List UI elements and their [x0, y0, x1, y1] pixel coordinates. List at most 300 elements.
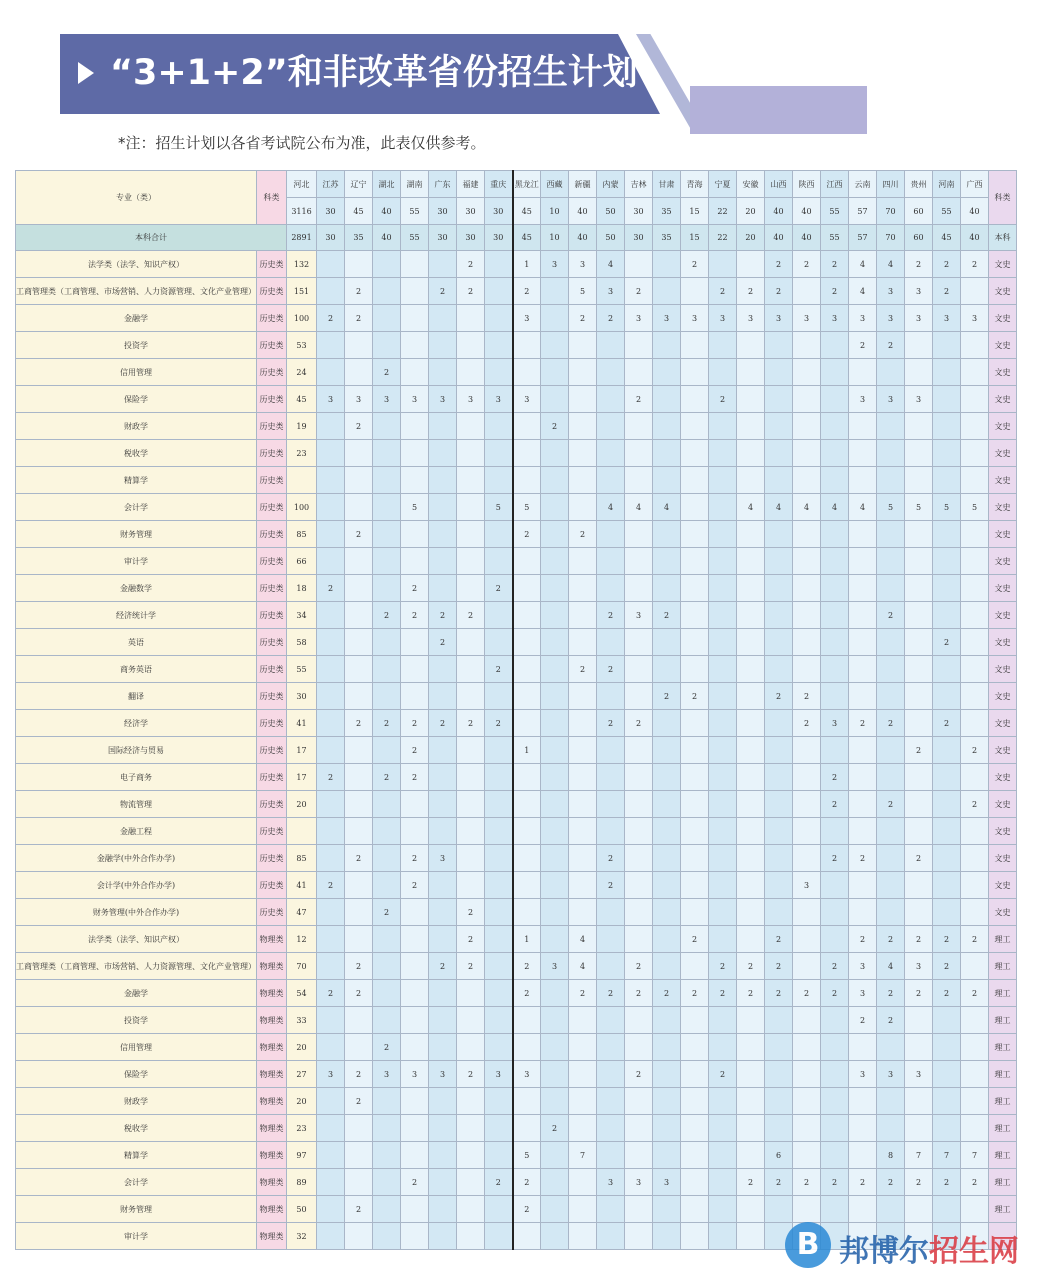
plan-value: [933, 737, 961, 764]
plan-value: [429, 332, 457, 359]
plan-total: 20: [287, 1034, 317, 1061]
plan-value: 3: [821, 710, 849, 737]
plan-value: [821, 467, 849, 494]
plan-value: [485, 764, 513, 791]
plan-value: [653, 656, 681, 683]
plan-value: [569, 332, 597, 359]
major-name: 电子商务: [16, 764, 257, 791]
plan-value: [513, 602, 541, 629]
plan-value: [317, 899, 345, 926]
plan-value: [933, 818, 961, 845]
major-name: 工商管理类（工商管理、市场营销、人力资源管理、文化产业管理）: [16, 278, 257, 305]
footnote: *注：招生计划以各省考试院公布为准，此表仅供参考。: [118, 134, 486, 152]
row-key: 文史: [989, 737, 1017, 764]
plan-value: [485, 629, 513, 656]
subject-category: 历史类: [257, 359, 287, 386]
province-header: 四川: [877, 171, 905, 198]
plan-value: [849, 764, 877, 791]
plan-value: 3: [345, 386, 373, 413]
brand-name: [839, 1226, 1019, 1270]
plan-value: [541, 1034, 569, 1061]
header-row-provinces: [16, 171, 1041, 198]
plan-value: [345, 494, 373, 521]
plan-value: [625, 1115, 653, 1142]
plan-value: 2: [877, 926, 905, 953]
plan-value: [737, 710, 765, 737]
plan-total: [287, 818, 317, 845]
plan-value: [317, 413, 345, 440]
province-quota: 20: [737, 198, 765, 225]
plan-value: [485, 1196, 513, 1223]
plan-value: [401, 305, 429, 332]
plan-value: [401, 791, 429, 818]
plan-value: [569, 575, 597, 602]
plan-value: [457, 305, 485, 332]
plan-value: [653, 899, 681, 926]
row-key: 理工: [989, 1034, 1017, 1061]
header-key: 科类: [989, 171, 1017, 225]
plan-value: 2: [373, 710, 401, 737]
plan-value: [513, 575, 541, 602]
plan-value: [597, 521, 625, 548]
plan-value: 2: [961, 737, 989, 764]
plan-value: [401, 332, 429, 359]
plan-value: [877, 629, 905, 656]
province-header: 内蒙: [597, 171, 625, 198]
plan-value: [709, 683, 737, 710]
plan-value: 2: [597, 305, 625, 332]
major-name: 金融学(中外合作办学): [16, 845, 257, 872]
major-name: 法学类（法学、知识产权）: [16, 251, 257, 278]
plan-value: [485, 926, 513, 953]
plan-value: [933, 683, 961, 710]
plan-value: [793, 818, 821, 845]
plan-value: [793, 953, 821, 980]
plan-value: [485, 1223, 513, 1250]
plan-value: [709, 251, 737, 278]
table-row: [16, 440, 1041, 467]
plan-value: 5: [961, 494, 989, 521]
plan-value: [541, 548, 569, 575]
plan-value: [513, 1034, 541, 1061]
table-row: [16, 548, 1041, 575]
plan-value: [653, 818, 681, 845]
province-quota: 30: [485, 198, 513, 225]
plan-value: [653, 1061, 681, 1088]
plan-value: [765, 440, 793, 467]
plan-value: [905, 872, 933, 899]
subject-category: 历史类: [257, 575, 287, 602]
plan-value: [541, 629, 569, 656]
plan-value: 3: [905, 278, 933, 305]
plan-value: [709, 872, 737, 899]
plan-value: [737, 872, 765, 899]
plan-value: 2: [821, 278, 849, 305]
plan-value: 2: [765, 953, 793, 980]
plan-value: [457, 413, 485, 440]
province-quota: 60: [905, 198, 933, 225]
major-name: 物流管理: [16, 791, 257, 818]
major-name: 经济学: [16, 710, 257, 737]
plan-value: [625, 332, 653, 359]
province-quota: 30: [457, 198, 485, 225]
plan-value: [541, 521, 569, 548]
plan-value: [793, 413, 821, 440]
plan-value: [709, 1034, 737, 1061]
plan-value: [513, 683, 541, 710]
plan-value: 3: [849, 1061, 877, 1088]
plan-value: [737, 521, 765, 548]
plan-value: [765, 845, 793, 872]
watermark: [785, 1222, 1035, 1270]
plan-value: [485, 1034, 513, 1061]
province-quota: 3116: [287, 198, 317, 225]
plan-value: 2: [457, 251, 485, 278]
plan-value: [373, 278, 401, 305]
plan-value: [849, 656, 877, 683]
plan-value: [961, 413, 989, 440]
plan-value: [933, 413, 961, 440]
plan-value: [653, 440, 681, 467]
plan-value: [821, 413, 849, 440]
plan-value: [653, 359, 681, 386]
plan-value: 2: [849, 1007, 877, 1034]
table-body: [16, 171, 1041, 1250]
province-quota: 40: [765, 198, 793, 225]
plan-value: [821, 1088, 849, 1115]
plan-value: [905, 710, 933, 737]
subject-category: 历史类: [257, 818, 287, 845]
plan-value: 3: [905, 1061, 933, 1088]
province-header: 辽宁: [345, 171, 373, 198]
plan-value: 2: [737, 1169, 765, 1196]
plan-value: 4: [625, 494, 653, 521]
plan-value: [681, 899, 709, 926]
plan-value: [681, 1061, 709, 1088]
plan-value: 2: [345, 845, 373, 872]
plan-value: 4: [821, 494, 849, 521]
plan-value: [653, 791, 681, 818]
table-row: [16, 305, 1041, 332]
plan-value: [821, 332, 849, 359]
plan-value: [821, 926, 849, 953]
plan-value: [765, 359, 793, 386]
plan-value: [793, 1061, 821, 1088]
plan-value: [877, 440, 905, 467]
plan-value: [345, 737, 373, 764]
plan-value: [429, 1034, 457, 1061]
plan-value: [597, 737, 625, 764]
subject-category: 历史类: [257, 602, 287, 629]
plan-value: 7: [961, 1142, 989, 1169]
plan-value: [317, 791, 345, 818]
province-header: 湖北: [373, 171, 401, 198]
province-quota: 30: [429, 198, 457, 225]
plan-value: [625, 737, 653, 764]
plan-value: [737, 440, 765, 467]
plan-value: [653, 1115, 681, 1142]
plan-value: 3: [849, 980, 877, 1007]
plan-value: [401, 1142, 429, 1169]
plan-value: [485, 845, 513, 872]
plan-value: [961, 440, 989, 467]
summary-value: 40: [961, 225, 989, 251]
plan-value: [905, 359, 933, 386]
plan-value: [961, 845, 989, 872]
subject-category: 历史类: [257, 899, 287, 926]
plan-value: [345, 926, 373, 953]
plan-value: [373, 872, 401, 899]
plan-value: [401, 926, 429, 953]
plan-value: [709, 1115, 737, 1142]
row-key: 文史: [989, 710, 1017, 737]
plan-value: [905, 548, 933, 575]
plan-value: [681, 1115, 709, 1142]
plan-value: [457, 683, 485, 710]
plan-value: 2: [821, 980, 849, 1007]
plan-value: [429, 656, 457, 683]
table-row: [16, 1142, 1041, 1169]
subject-category: 历史类: [257, 629, 287, 656]
plan-value: 5: [513, 494, 541, 521]
plan-value: [681, 1169, 709, 1196]
plan-value: [821, 629, 849, 656]
row-key: 文史: [989, 521, 1017, 548]
plan-value: [457, 791, 485, 818]
plan-value: [737, 1034, 765, 1061]
plan-value: [485, 467, 513, 494]
plan-value: 2: [345, 1196, 373, 1223]
plan-value: 2: [765, 251, 793, 278]
province-header: 江苏: [317, 171, 345, 198]
plan-value: 2: [345, 278, 373, 305]
plan-value: 3: [737, 305, 765, 332]
plan-value: [765, 737, 793, 764]
plan-value: [681, 818, 709, 845]
plan-value: [401, 1088, 429, 1115]
plan-value: [317, 845, 345, 872]
province-header: 新疆: [569, 171, 597, 198]
plan-value: 2: [793, 980, 821, 1007]
plan-value: [737, 1142, 765, 1169]
plan-value: [849, 683, 877, 710]
plan-value: [429, 1142, 457, 1169]
plan-value: [681, 764, 709, 791]
plan-value: [597, 332, 625, 359]
plan-value: [737, 332, 765, 359]
plan-value: [821, 1115, 849, 1142]
plan-value: [849, 467, 877, 494]
plan-value: 2: [569, 521, 597, 548]
plan-value: [877, 818, 905, 845]
plan-value: [569, 629, 597, 656]
plan-value: [373, 305, 401, 332]
summary-value: 30: [485, 225, 513, 251]
plan-value: 2: [821, 845, 849, 872]
plan-value: 2: [401, 602, 429, 629]
plan-value: [541, 386, 569, 413]
plan-value: 5: [877, 494, 905, 521]
plan-value: [653, 1034, 681, 1061]
plan-value: 7: [905, 1142, 933, 1169]
plan-value: [541, 791, 569, 818]
summary-value: 40: [373, 225, 401, 251]
plan-value: [625, 413, 653, 440]
plan-value: 2: [541, 413, 569, 440]
plan-total: 45: [287, 386, 317, 413]
plan-value: [933, 1034, 961, 1061]
plan-value: [541, 305, 569, 332]
plan-value: [933, 467, 961, 494]
plan-value: [877, 872, 905, 899]
province-quota: 55: [821, 198, 849, 225]
plan-total: 55: [287, 656, 317, 683]
plan-value: [765, 656, 793, 683]
header-category: 科类: [257, 171, 287, 225]
plan-value: [373, 683, 401, 710]
summary-value: 20: [737, 225, 765, 251]
subject-category: 历史类: [257, 521, 287, 548]
table-row: [16, 359, 1041, 386]
plan-value: [737, 548, 765, 575]
plan-value: [681, 1196, 709, 1223]
summary-row: [16, 225, 1041, 251]
plan-value: [681, 656, 709, 683]
plan-value: 2: [429, 629, 457, 656]
plan-value: [541, 845, 569, 872]
major-name: 会计学: [16, 494, 257, 521]
plan-value: [541, 926, 569, 953]
plan-value: 2: [961, 926, 989, 953]
plan-value: [401, 953, 429, 980]
plan-value: [317, 548, 345, 575]
enrollment-plan-table: [15, 170, 1041, 1250]
plan-value: [569, 602, 597, 629]
plan-value: [709, 1169, 737, 1196]
plan-value: [793, 278, 821, 305]
plan-value: [513, 872, 541, 899]
plan-value: [317, 278, 345, 305]
plan-value: [485, 278, 513, 305]
subject-category: 物理类: [257, 1196, 287, 1223]
table-row: [16, 278, 1041, 305]
plan-value: [737, 1115, 765, 1142]
plan-value: [345, 899, 373, 926]
plan-value: 2: [317, 872, 345, 899]
plan-value: [849, 1142, 877, 1169]
plan-value: 1: [513, 926, 541, 953]
plan-value: [625, 548, 653, 575]
plan-value: [737, 575, 765, 602]
plan-value: [737, 386, 765, 413]
plan-value: [793, 791, 821, 818]
title-banner-accent: [690, 86, 867, 134]
plan-value: [737, 413, 765, 440]
plan-value: [373, 980, 401, 1007]
subject-category: 物理类: [257, 1034, 287, 1061]
plan-value: [513, 899, 541, 926]
plan-value: [485, 1142, 513, 1169]
plan-value: [317, 1196, 345, 1223]
plan-value: [653, 926, 681, 953]
table-row: [16, 521, 1041, 548]
plan-value: [401, 1196, 429, 1223]
plan-value: 2: [597, 980, 625, 1007]
plan-value: 2: [373, 602, 401, 629]
table-row: [16, 926, 1041, 953]
row-key: 文史: [989, 575, 1017, 602]
plan-value: [513, 656, 541, 683]
plan-value: 3: [709, 305, 737, 332]
province-header: 福建: [457, 171, 485, 198]
plan-value: [821, 602, 849, 629]
plan-value: [317, 1115, 345, 1142]
plan-value: [625, 440, 653, 467]
row-key: 文史: [989, 629, 1017, 656]
row-key: 文史: [989, 413, 1017, 440]
major-name: 投资学: [16, 1007, 257, 1034]
plan-value: [513, 467, 541, 494]
plan-value: [765, 1007, 793, 1034]
plan-value: 3: [793, 872, 821, 899]
plan-value: [401, 629, 429, 656]
plan-value: 2: [569, 656, 597, 683]
plan-value: [681, 1088, 709, 1115]
plan-value: 4: [765, 494, 793, 521]
plan-value: [541, 575, 569, 602]
plan-value: [709, 494, 737, 521]
plan-value: [513, 764, 541, 791]
plan-value: [597, 467, 625, 494]
subject-category: 物理类: [257, 926, 287, 953]
plan-value: [429, 764, 457, 791]
plan-value: [905, 602, 933, 629]
table-row: [16, 1115, 1041, 1142]
plan-value: [877, 359, 905, 386]
plan-value: [457, 980, 485, 1007]
plan-value: [737, 1088, 765, 1115]
plan-value: [345, 1034, 373, 1061]
plan-value: [961, 386, 989, 413]
plan-value: 4: [849, 251, 877, 278]
major-name: 审计学: [16, 1223, 257, 1250]
plan-value: [373, 521, 401, 548]
plan-value: [681, 1223, 709, 1250]
subject-category: 历史类: [257, 278, 287, 305]
table-row: [16, 818, 1041, 845]
plan-value: 2: [345, 710, 373, 737]
major-name: 财务管理(中外合作办学): [16, 899, 257, 926]
summary-key: 本科: [989, 225, 1017, 251]
plan-value: [933, 845, 961, 872]
plan-value: [933, 521, 961, 548]
plan-value: [541, 1061, 569, 1088]
plan-value: [597, 548, 625, 575]
plan-total: 53: [287, 332, 317, 359]
plan-value: 3: [849, 305, 877, 332]
plan-value: 3: [653, 305, 681, 332]
plan-value: [373, 575, 401, 602]
plan-value: 2: [765, 1169, 793, 1196]
province-header: 重庆: [485, 171, 513, 198]
subject-category: 物理类: [257, 1115, 287, 1142]
plan-value: [933, 1088, 961, 1115]
plan-value: [401, 548, 429, 575]
province-quota: 15: [681, 198, 709, 225]
plan-value: 2: [905, 737, 933, 764]
plan-value: [541, 1088, 569, 1115]
plan-value: [709, 575, 737, 602]
